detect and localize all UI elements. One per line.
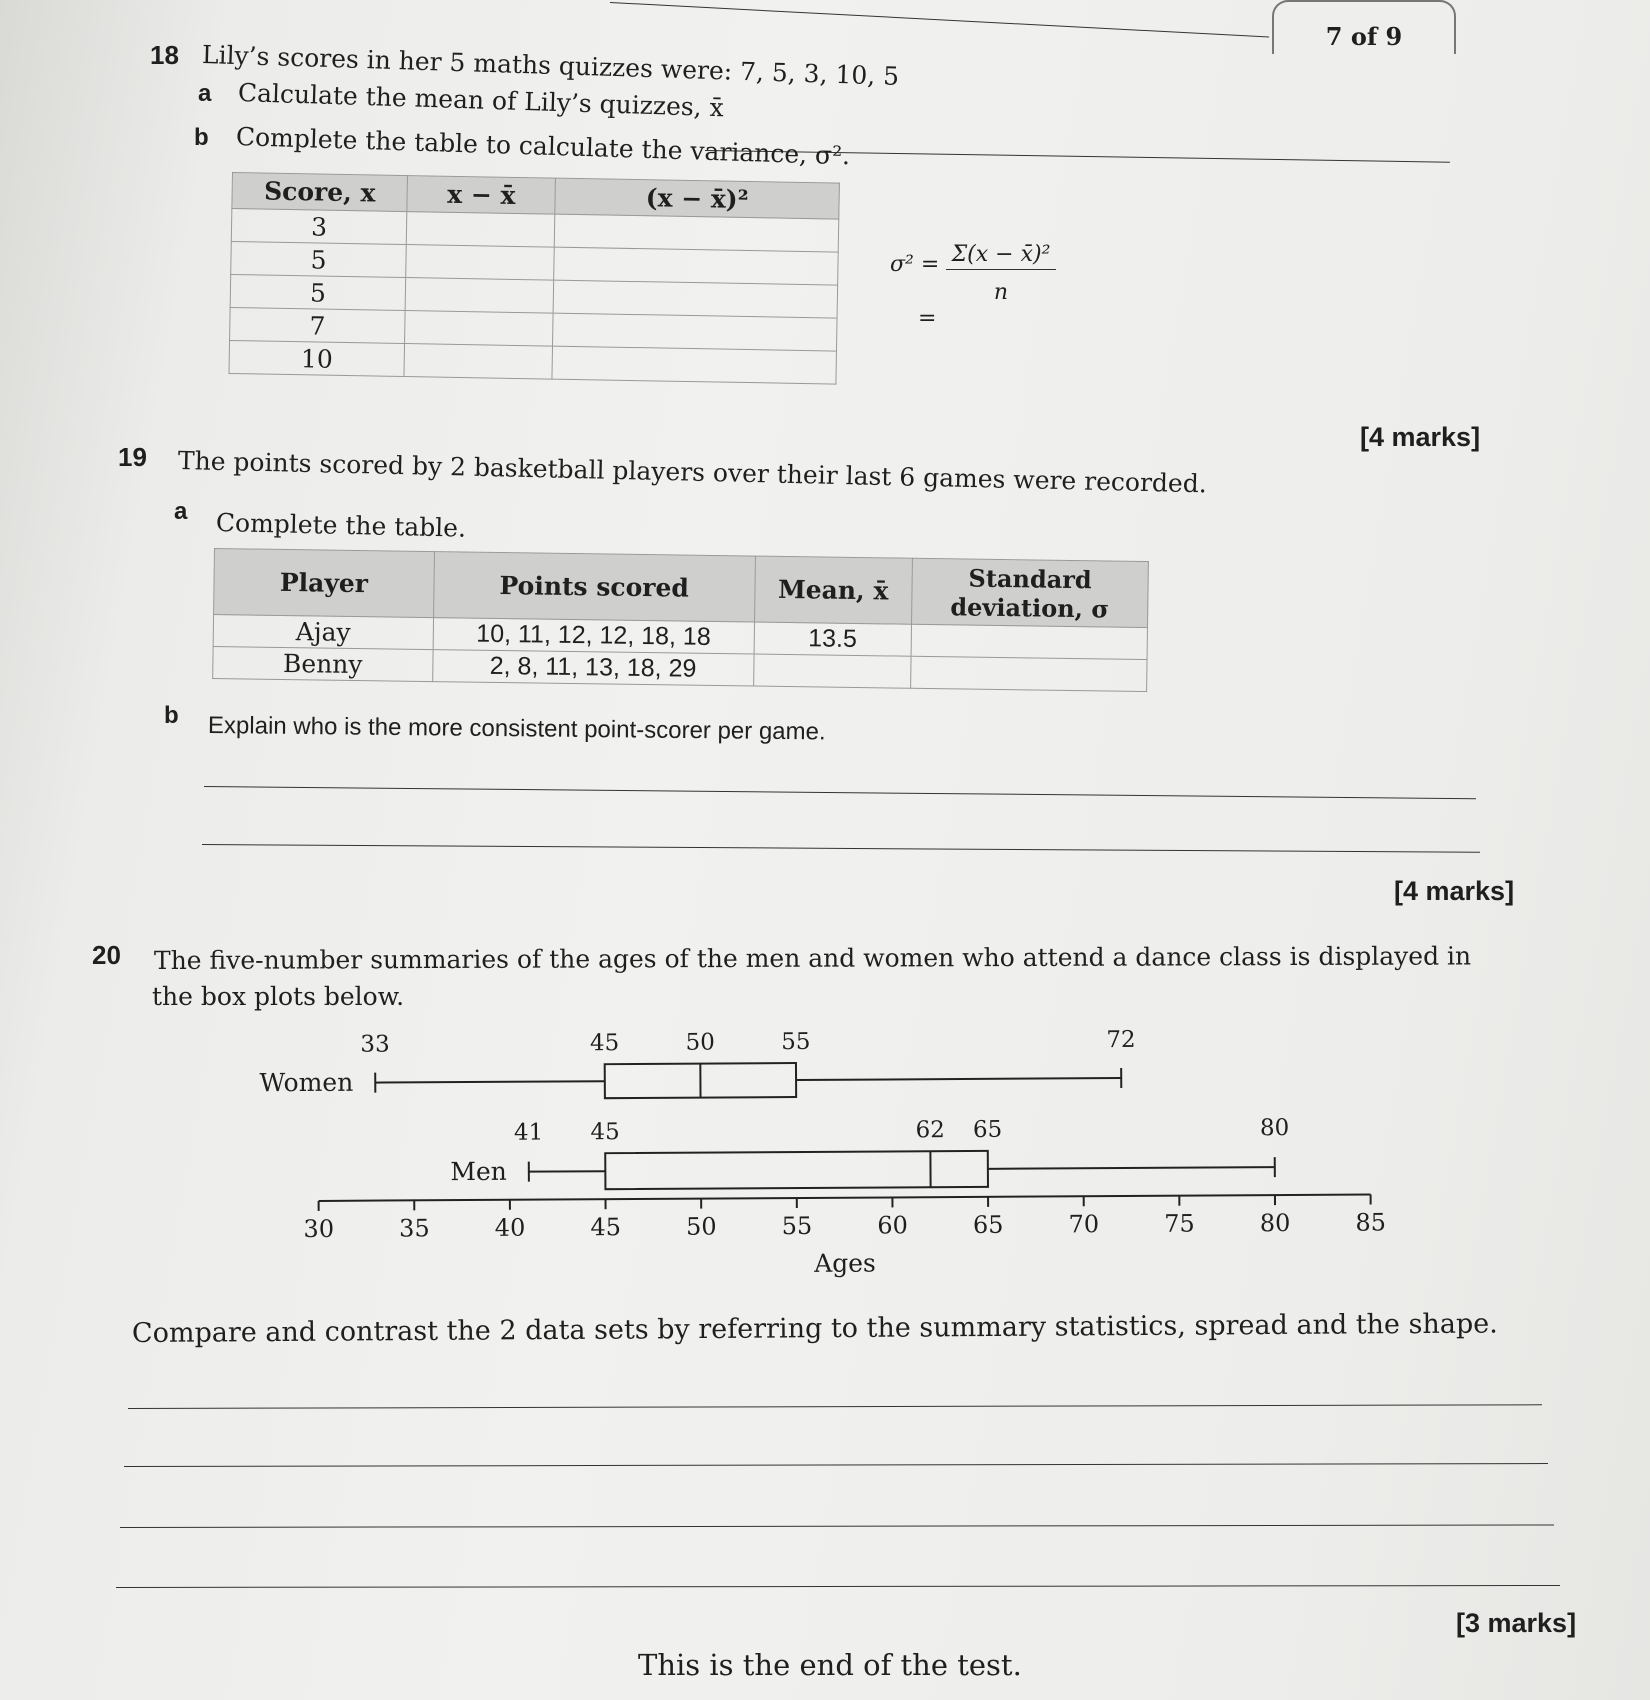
q20-marks: [3 marks] (1456, 1608, 1577, 1638)
header-mean: Mean, x̄ (754, 556, 912, 624)
women-median-label: 50 (685, 1029, 715, 1056)
men-series-label: Men (450, 1156, 507, 1187)
score-cell: 10 (229, 340, 405, 376)
x-tick-label: 45 (590, 1213, 622, 1242)
men-max-label: 80 (1259, 1115, 1290, 1142)
score-cell: 3 (231, 209, 407, 245)
q19-part-b-letter: b (164, 702, 179, 729)
women-min-label: 33 (360, 1031, 390, 1058)
q19-marks: [4 marks] (1394, 876, 1515, 906)
women-q1-label: 45 (589, 1030, 620, 1057)
x-tick-label: 60 (877, 1211, 908, 1240)
x-axis-line (319, 1195, 1371, 1201)
x-tick-label: 50 (685, 1212, 717, 1241)
mean-value: 13.5 (754, 622, 912, 656)
score-cell: 7 (230, 307, 406, 343)
q20-prompt: Compare and contrast the 2 data sets by referring to the summary statistics, spread and the shape. (131, 1308, 1498, 1349)
formula-denominator: n (993, 280, 1009, 305)
q19-stem: The points scored by 2 basketball players over their last 6 games were recorded. (177, 446, 1208, 499)
x-tick-label: 65 (972, 1210, 1004, 1239)
men-min-label: 41 (513, 1119, 544, 1146)
q18-part-b: Complete the table to calculate the variance, σ². (235, 122, 851, 171)
q18-stem: Lily’s scores in her 5 maths quizzes were: 7, 5, 3, 10, 5 (201, 40, 900, 91)
x-axis-title: Ages (814, 1248, 876, 1278)
q19-part-a: Complete the table. (215, 508, 467, 543)
q18-part-a: Calculate the mean of Lily’s quizzes, x̄ (237, 78, 725, 123)
q19-part-b: Explain who is the more consistent point-scorer per game. (207, 712, 826, 746)
men-median-label: 62 (915, 1117, 945, 1144)
women-q3-label: 55 (781, 1028, 811, 1056)
q18-part-b-letter: b (194, 124, 209, 151)
men-upper-whisker (988, 1167, 1275, 1169)
score-cell: 5 (230, 274, 406, 310)
header-player: Player (214, 549, 435, 618)
women-series-label: Women (259, 1067, 354, 1098)
x-tick-label: 35 (399, 1214, 430, 1243)
x-tick-label: 85 (1355, 1208, 1387, 1237)
points-scored: 2, 8, 11, 13, 18, 29 (432, 650, 753, 686)
x-tick-label: 75 (1164, 1209, 1195, 1238)
q20-number: 20 (92, 940, 121, 970)
x-tick-label: 30 (303, 1214, 335, 1244)
page-indicator: 7 of 9 (1325, 22, 1403, 51)
variance-header-score: Score, x (232, 173, 408, 212)
q19-part-a-letter: a (174, 498, 188, 525)
score-cell: 5 (231, 241, 407, 277)
q20-stem-line2: the box plots below. (152, 982, 405, 1011)
points-scored: 10, 11, 12, 12, 18, 18 (433, 618, 754, 654)
x-tick-label: 40 (494, 1213, 526, 1242)
men-q1-label: 45 (590, 1119, 620, 1146)
header-sd: Standard deviation, σ (911, 558, 1148, 627)
x-tick-label: 55 (781, 1211, 813, 1241)
women-lower-whisker (375, 1081, 605, 1082)
women-max-label: 72 (1106, 1026, 1136, 1054)
x-tick-label: 70 (1068, 1210, 1100, 1239)
men-q3-label: 65 (972, 1116, 1003, 1143)
player-name: Ajay (213, 615, 433, 650)
q18-number: 18 (150, 40, 179, 70)
q18-marks: [4 marks] (1360, 422, 1481, 452)
formula-numerator: Σ(x − x̄)² (946, 242, 1056, 270)
women-upper-whisker (796, 1078, 1121, 1080)
end-of-test-text: This is the end of the test. (638, 1648, 1022, 1682)
q19-number: 19 (118, 442, 147, 472)
variance-header-squared: (x − x̄)² (555, 178, 839, 219)
x-tick-label: 80 (1259, 1209, 1291, 1238)
header-points: Points scored (433, 552, 755, 622)
formula-equals: = (918, 306, 937, 331)
q18-part-a-letter: a (198, 80, 212, 107)
formula-lhs: σ² = (890, 252, 940, 277)
q20-stem-line1: The five-number summaries of the ages of the men and women who attend a dance class is displayed in (153, 941, 1472, 975)
player-name: Benny (213, 646, 433, 681)
variance-header-deviation: x − x̄ (407, 176, 555, 215)
